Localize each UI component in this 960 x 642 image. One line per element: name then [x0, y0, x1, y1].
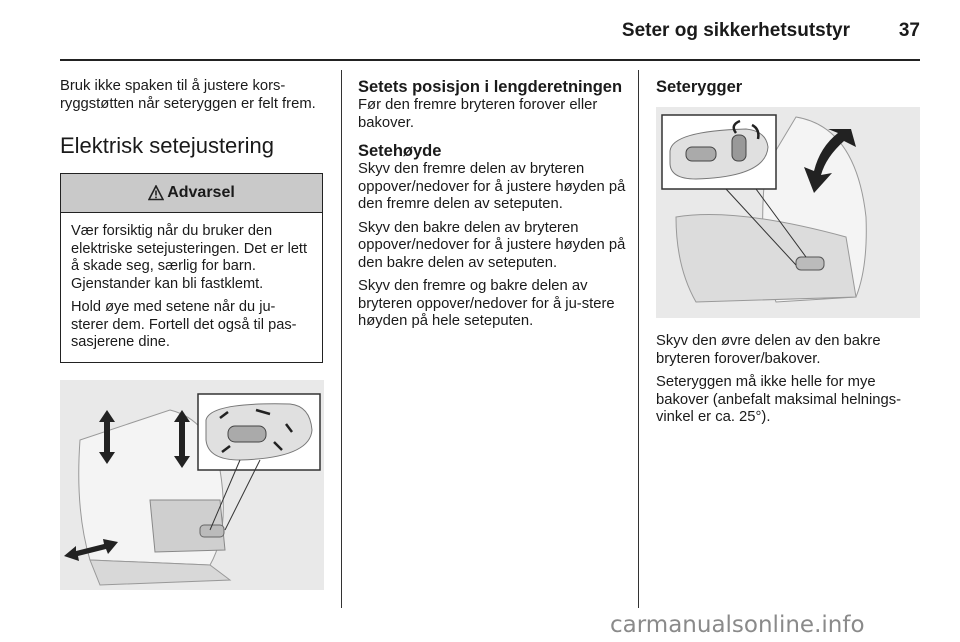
column-divider-2 — [638, 70, 639, 608]
seat-height-paragraph-1: Skyv den fremre delen av bryteren oppover/nedover for å justere høyden på den fremre delen av seteputen. — [358, 161, 626, 212]
backrest-paragraph-1: Skyv den øvre delen av den bakre bryteren forover/bakover. — [656, 333, 881, 367]
column-middle — [358, 78, 628, 337]
watermark: carmanualsonline.info — [610, 612, 865, 638]
warning-triangle-icon — [148, 185, 164, 201]
seat-longitudinal-text: Før den fremre bryteren forover eller bakover. — [358, 97, 598, 131]
intro-paragraph: Bruk ikke spaken til å justere kors-ryggstøtten når seteryggen er felt frem. — [60, 78, 316, 112]
header-divider — [60, 59, 920, 61]
backrest-heading: Seterygger — [656, 78, 743, 96]
warning-body — [61, 213, 322, 362]
running-header-title: Seter og sikkerhetsutstyr — [621, 20, 850, 41]
column-right — [656, 78, 926, 97]
warning-box — [60, 173, 323, 363]
backrest-drawing — [656, 107, 920, 318]
warning-title: Advarsel — [167, 184, 235, 201]
warning-header — [61, 174, 322, 213]
seat-adjustment-illustration — [60, 380, 324, 590]
column-divider-1 — [341, 70, 342, 608]
section-heading: Elektrisk setejustering — [60, 133, 274, 158]
backrest-paragraph-2: Seteryggen må ikke helle for mye bakover (anbefalt maksimal helnings-vinkel er ca. 25°). — [656, 374, 902, 425]
page-number: 37 — [898, 20, 920, 41]
column-left — [60, 78, 324, 363]
seat-height-paragraph-3: Skyv den fremre og bakre delen av bryteren oppover/nedover for å ju-stere høyden på hele seteputen. — [358, 278, 615, 329]
seat-height-heading: Setehøyde — [358, 142, 442, 160]
warning-paragraph-1: Vær forsiktig når du bruker den elektriske setejusteringen. Det er lett å skade seg, særlig for barn. Gjenstander kan bli fastklemt. — [71, 223, 308, 292]
seat-height-paragraph-2: Skyv den bakre delen av bryteren oppover/nedover for å justere høyden på den bakre delen av seteputen. — [358, 219, 626, 271]
backrest-illustration — [656, 107, 920, 318]
column-right-text — [656, 333, 926, 433]
seat-drawing — [60, 380, 324, 590]
warning-paragraph-2: Hold øye med setene når du ju-sterer dem. Fortell det også til pas-sasjerene dine. — [71, 299, 297, 350]
seat-longitudinal-heading: Setets posisjon i lengderetningen — [358, 78, 623, 96]
